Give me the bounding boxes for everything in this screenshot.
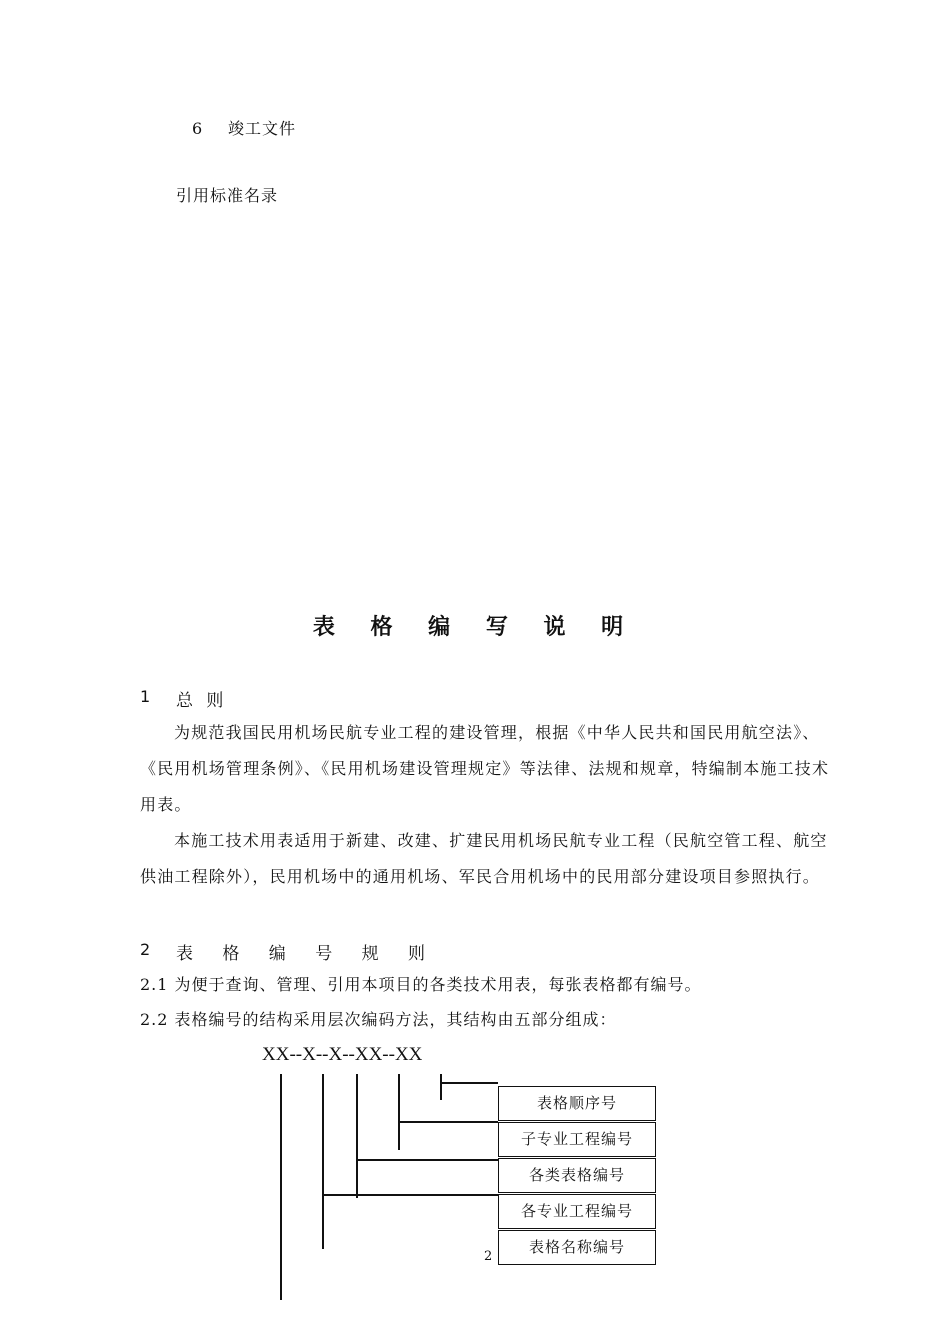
references-label: 引用标准名录 — [176, 186, 279, 205]
rule-2-2: 2.2 表格编号的结构采用层次编码方法，其结构由五部分组成： — [140, 1010, 617, 1029]
diagram-box-sequence: 表格顺序号 — [498, 1086, 656, 1121]
diagram-line-v2 — [322, 1074, 324, 1249]
heading-1-label: 总 则 — [176, 691, 228, 711]
diagram-line-v4 — [398, 1074, 400, 1150]
toc-item-label: 竣工文件 — [228, 119, 297, 138]
heading-2-number: 2 — [140, 940, 151, 959]
diagram-line-h4 — [322, 1194, 498, 1196]
diagram-line-h1 — [440, 1082, 498, 1084]
diagram-line-h2 — [398, 1121, 498, 1123]
heading-1-number: 1 — [140, 687, 151, 706]
diagram-line-v3 — [356, 1074, 358, 1198]
general-paragraph-1: 为规范我国民用机场民航专业工程的建设管理，根据《中华人民共和国民用航空法》、《民用机场管理条例》、《民用机场建设管理规定》等法律、法规和规章，特编制本施工技术用表。 — [140, 723, 830, 814]
diagram-box-specialty: 各专业工程编号 — [498, 1194, 656, 1229]
diagram-line-v1 — [280, 1074, 282, 1300]
diagram-line-h3 — [356, 1159, 498, 1161]
diagram-line-v5 — [440, 1074, 442, 1100]
toc-item-number: 6 — [192, 119, 204, 138]
page-number: 2 — [484, 1249, 493, 1264]
section-title: 表 格 编 写 说 明 — [312, 614, 638, 640]
diagram-box-sub-specialty: 子专业工程编号 — [498, 1122, 656, 1157]
diagram-box-table-name: 表格名称编号 — [498, 1230, 656, 1265]
general-paragraph-2: 本施工技术用表适用于新建、改建、扩建民用机场民航专业工程（民航空管工程、航空供油工程除外），民用机场中的通用机场、军民合用机场中的民用部分建设项目参照执行。 — [140, 831, 828, 886]
code-format: XX--X--X--XX--XX — [262, 1044, 423, 1065]
rule-2-1: 2.1 为便于查询、管理、引用本项目的各类技术用表，每张表格都有编号。 — [140, 975, 702, 994]
diagram-box-table-category: 各类表格编号 — [498, 1158, 656, 1193]
heading-2-label: 表 格 编 号 规 则 — [176, 944, 438, 964]
